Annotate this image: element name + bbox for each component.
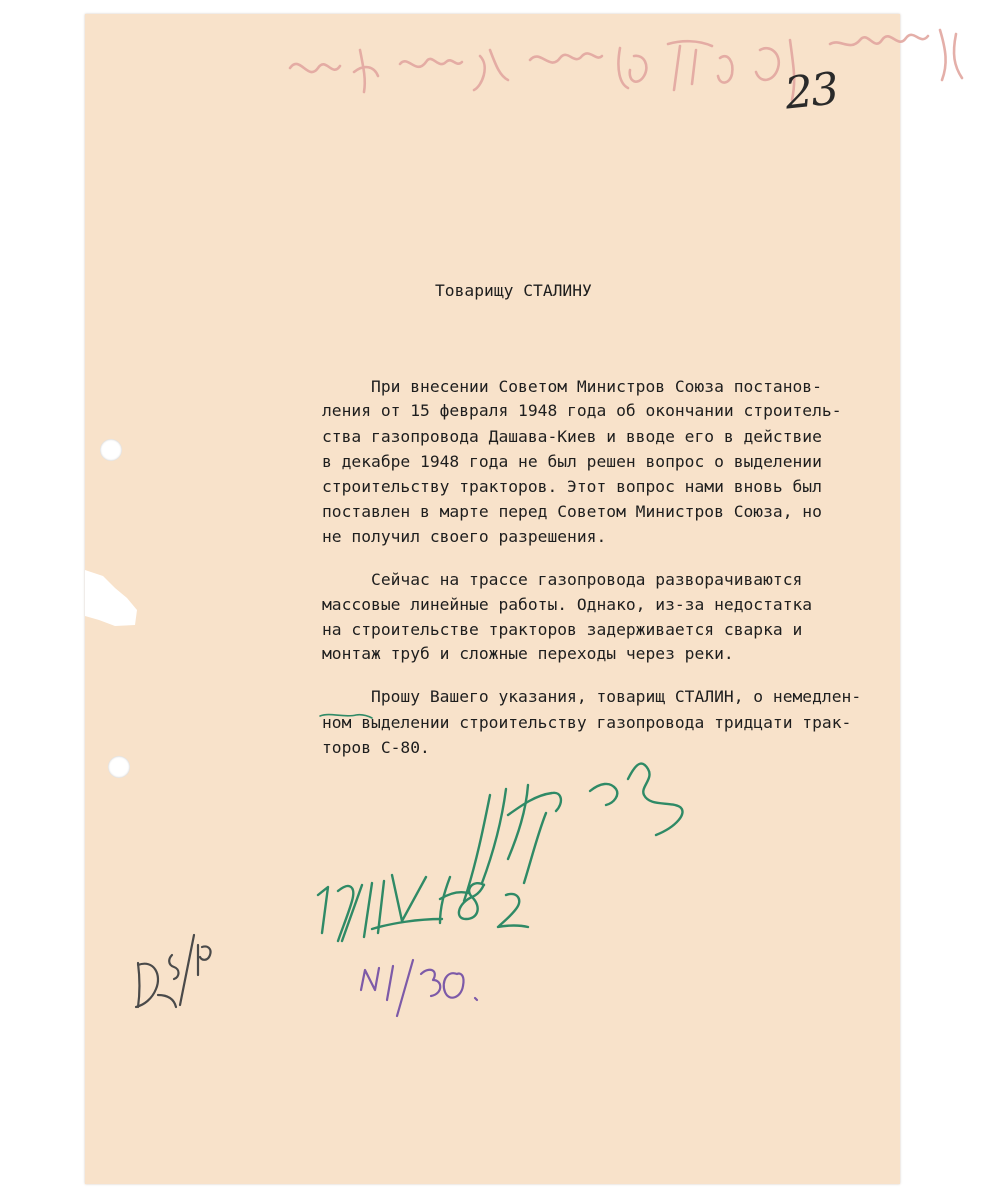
body-line: не получил своего разрешения. [322, 527, 607, 546]
registration-number [355, 950, 495, 1020]
body-line: Сейчас на трассе газопровода разворачиваются [322, 570, 803, 589]
addressee: Товарищу СТАЛИНУ [435, 281, 592, 300]
body-line: Прошу Вашего указания, товарищ СТАЛИН, о немедлен- [322, 687, 862, 706]
pen-mark [316, 708, 376, 722]
punch-hole [108, 756, 130, 778]
paper-tear [85, 570, 145, 630]
margin-mark [128, 925, 218, 1015]
body-line: на строительстве тракторов задерживается сварка и [322, 620, 803, 639]
body-line: ления от 15 февраля 1948 года об окончании строитель- [322, 401, 842, 420]
body-line: в декабре 1948 года не был решен вопрос о выделении [322, 452, 822, 471]
body-line: ном выделении строительству газопровода тридцати трак- [322, 713, 852, 732]
body-line: строительству тракторов. Этот вопрос нами вновь был [322, 477, 822, 496]
body-line: ства газопровода Дашава-Киев и вводе его в действие [322, 427, 822, 446]
body-line: монтаж труб и сложные переходы через реки. [322, 644, 734, 663]
date-stamp [308, 855, 548, 955]
punch-hole [100, 439, 122, 461]
body-line: При внесении Советом Министров Союза постанов- [322, 377, 822, 396]
body-line: поставлен в марте перед Советом Министров Союза, но [322, 502, 822, 521]
body-line: торов С-80. [322, 738, 430, 757]
body-line: массовые линейные работы. Однако, из-за недостатка [322, 595, 813, 614]
top-annotation [250, 20, 990, 130]
page-number: 23 [782, 63, 840, 120]
